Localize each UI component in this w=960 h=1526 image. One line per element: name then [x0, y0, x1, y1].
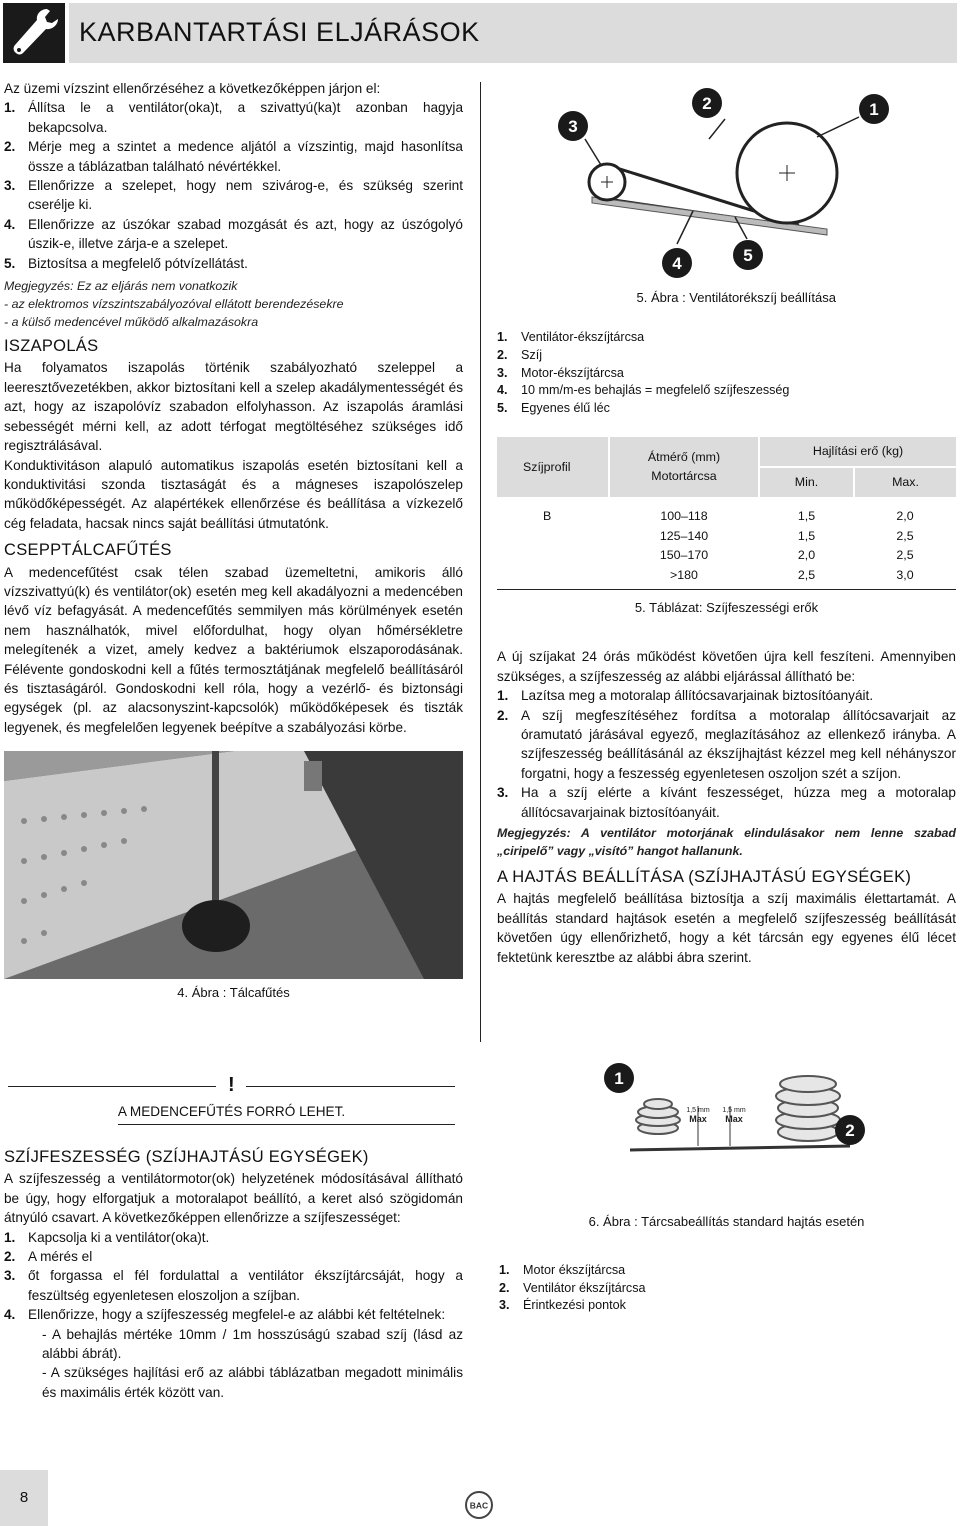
fig4-caption: 4. Ábra : Tálcafűtés: [177, 985, 290, 1001]
left-column: [4, 79, 463, 1003]
drive-adjust-heading: A HAJTÁS BEÁLLÍTÁSA (SZÍJHAJTÁSÚ EGYSÉGEK): [497, 868, 912, 887]
title-bar: [69, 3, 957, 63]
basin-heater-photo: [4, 751, 463, 979]
list-item: 1. Lazítsa meg a motoralap állítócsavarjainak biztosítóanyáit.: [497, 688, 874, 704]
belt-tension-section: [4, 1142, 463, 1402]
fig5-legend: [497, 329, 956, 417]
belt-tension-heading: SZÍJFESZESSÉG (SZÍJHAJTÁSÚ EGYSÉGEK): [4, 1148, 369, 1166]
list-item: 3. Érintkezési pontok: [499, 1298, 626, 1313]
table-row: B 100–118 1,5 2,0: [543, 509, 914, 524]
warning-text: A MEDENCEFŰTÉS FORRÓ LEHET.: [117, 1104, 346, 1119]
fig5-label-4: 4: [672, 254, 682, 273]
warning-rule-left: [8, 1086, 216, 1087]
new-belts-paragraph: A új szíjakat 24 órás működést követően újra kell feszíteni. Amennyiben szükséges, a szíjfeszesség az alábbi eljárással állítható be:: [497, 649, 956, 684]
drive-adjust-paragraph: A hajtás megfelelő beállítása biztosítja a szíj maximális élettartamát. A beállítás standard hajtások esetén a megfelelő szíjfeszesség beállítását követően úgy ellenőrizhető, hogy a két tárcsán egy egyenes élű lécet fektetünk keresztbe az alábbi ábra szerint.: [497, 891, 956, 965]
blowdown-paragraph-1: Ha folyamatos iszapolás történik szabályozható szeleppel a leeresztővezetékben, akkor biztosítani kell a szelep akadálymentességét és azt, hogy az iszapolóvíz szabadon elfolyhasson. Az iszapolás áramlási sebességét mérni kell, az adott térfogat megtöltéséhez szükséges idő regisztrálásával.: [4, 360, 463, 454]
header-profile: Szíjprofil: [497, 437, 609, 497]
header-min: Min.: [759, 467, 854, 497]
column-divider: [480, 82, 481, 1042]
belt-tension-steps: [4, 1228, 463, 1325]
page-title: KARBANTARTÁSI ELJÁRÁSOK: [79, 17, 480, 48]
fig5-belt-diagram: [497, 79, 956, 284]
list-item: 2. Szíj: [497, 348, 542, 362]
list-item: 1. Motor ékszíjtárcsa: [499, 1263, 626, 1277]
table-row: 125–140 1,5 2,5: [659, 528, 914, 543]
fig5-caption: 5. Ábra : Ventilátorékszíj beállítása: [636, 290, 836, 305]
new-belts-note: Megjegyzés: A ventilátor motorjának elindulásakor nem lenne szabad „ciripelő” vagy „visító” hangot hallanunk.: [497, 826, 956, 859]
list-item: 3. Ha a szíj elérte a kívánt feszességet, húzza meg a motoralap állítócsavarjainak biztosítóanyáit.: [497, 785, 956, 820]
list-item: 3. Motor-ékszíjtárcsa: [497, 365, 624, 380]
fig5-label-3: 3: [568, 117, 578, 136]
bac-logo: [464, 1490, 494, 1520]
fig5-label-1: 1: [869, 100, 879, 119]
header-diameter: Átmérő (mm) Motortárcsa: [609, 437, 759, 497]
water-level-note: Megjegyzés: Ez az eljárás nem vonatkozik - az elektromos vízszintszabályozóval ellátott berendezésekre - a külső medencével működő alkalmazásokra: [4, 279, 344, 330]
fig6-max1-word: Max: [689, 1114, 707, 1124]
svg-text:BAC: BAC: [469, 1500, 489, 1511]
list-item: 4. Ellenőrizze az úszókar szabad mozgását és azt, hogy az úszógolyó úszik-e, illetve zárja-e a szelepet.: [4, 216, 463, 252]
list-item: 2. A mérés el: [4, 1249, 93, 1265]
list-item: 4. Ellenőrizze, hogy a szíjfeszesség megfelel-e az alábbi két feltételnek:: [4, 1307, 446, 1323]
list-item: 1. Állítsa le a ventilátor(oka)t, a szivattyú(ka)t azonban hagyja bekapcsolva.: [4, 100, 463, 135]
warning-rule-right: [246, 1086, 455, 1087]
belt-force-table: [497, 437, 956, 590]
fig6-caption: 6. Ábra : Tárcsabeállítás standard hajtás esetén: [588, 1214, 865, 1229]
table-row: 150–170 2,0 2,5: [659, 548, 914, 563]
belt-tension-conditions: - A behajlás mértéke 10mm / 1m hosszúságú szabad szíj (lásd az alábbi ábrát). - A szükséges hajlítási erő az alábbi táblázatban megadott minimális és maximális érték között van.: [42, 1326, 463, 1400]
fig5-label-2: 2: [702, 94, 712, 113]
blowdown-heading: ISZAPOLÁS: [4, 337, 99, 356]
heater-heading: CSEPPTÁLCAFŰTÉS: [4, 541, 172, 560]
header-force: Hajlítási erő (kg): [759, 437, 956, 467]
water-level-intro: Az üzemi vízszint ellenőrzéséhez a következőképpen járjon el:: [4, 81, 381, 96]
water-level-steps: [4, 98, 463, 273]
fig6-max1-value: 1,5 mm: [686, 1107, 710, 1114]
right-column: [497, 79, 956, 967]
list-item: 1. Kapcsolja ki a ventilátor(oka)t.: [4, 1229, 210, 1245]
list-item: 5. Biztosítsa a megfelelő pótvízellátást.: [4, 255, 248, 271]
fig6-max2-value: 1,5 mm: [722, 1107, 746, 1114]
list-item: 2. Mérje meg a szintet a medence aljától a vízszintig, majd hasonlítsa össze a táblázatban található névértékkel.: [4, 139, 463, 174]
header-max: Max.: [892, 475, 919, 490]
fig5-label-5: 5: [743, 246, 753, 265]
belt-tension-intro: A szíjfeszesség a ventilátormotor(ok) helyzetének módosításával állítható be úgy, hogy elforgatjuk a motoralapot beállító, a keret alsó szögidomán átnyúló csavart. A következőképpen ellenőrizze a szíjfeszességet:: [4, 1171, 463, 1226]
table-header-row: [497, 437, 956, 467]
fig6-legend: [499, 1262, 899, 1315]
list-item: 3. Ellenőrizze a szelepet, hogy nem szivárog-e, és szükség szerint cserélje ki.: [4, 178, 463, 213]
table-row: >180 2,5 3,0: [497, 566, 956, 590]
fig6-label-1: 1: [614, 1069, 624, 1088]
warning-icon: !: [228, 1074, 235, 1096]
blowdown-paragraph-2: Konduktivitáson alapuló automatikus iszapolás esetén biztosítani kell a konduktivitási szonda tisztaságát és a mágneses iszapolószelep működőképességét. Az alapértékek ellenőrzése és beállítása a vízkezelő cég feladata, hacsak nincs saját beállítási útmutatónk.: [4, 457, 463, 531]
new-belts-steps: [497, 686, 956, 822]
fig6-sheave-diagram: [600, 1058, 880, 1178]
page-header: [3, 3, 957, 63]
list-item: 5. Egyenes élű léc: [497, 400, 610, 415]
list-item: 3. őt forgassa el fél fordulattal a ventilátor ékszíjtárcsáját, hogy a feszültség egyenletesen eloszoljon a szíjban.: [4, 1268, 463, 1303]
list-item: 2. A szíj megfeszítéséhez fordítsa a motoralap állítócsavarjait az óramutató járásával egyező, meglazításához az ellenkező irányba. A szíjfeszesség beállításánál az ékszíjhajtást kézzel meg kell néhányszor forgatni, hogy a feszesség egyenletesen oszoljon szét a szíjon.: [497, 707, 956, 781]
fig6-label-2: 2: [845, 1121, 855, 1140]
page-number: 8: [0, 1470, 48, 1526]
list-item: 2. Ventilátor ékszíjtárcsa: [499, 1280, 646, 1295]
heater-paragraph: A medencefűtést csak télen szabad üzemeltetni, amikoris álló vízszivattyú(k) és ventilátor(ok) esetén meg kell akadályozni a medencében lévő víz befagyását. A medencefűtés semmilyen más körülmények esetén nem használhatók, mivel előfordulhat, hogy olyan hőmérsékletre melegítenék a vizet, amely kedvez a baktériumok elszaporodásának. Félévente gondoskodni kell a fűtés termosztátjának megfelelő beállításáról és tisztaságáról. Gondoskodni kell róla, hogy a vezérlő- és biztonsági egységek (pl. az alacsonyszint-kapcsolók) működőképesek és tiszták legyenek, és megfelelően legyenek beépítve a szabályozási körbe.: [4, 564, 463, 735]
wrench-hand-icon: [3, 3, 65, 63]
warning-rule-bottom: [118, 1124, 455, 1125]
list-item: 4. 10 mm/m-es behajlás = megfelelő szíjfeszesség: [497, 383, 790, 398]
list-item: 1. Ventilátor-ékszíjtárcsa: [497, 330, 645, 345]
fig6-max2-word: Max: [725, 1114, 743, 1124]
table5-caption: 5. Táblázat: Szíjfeszességi erők: [634, 600, 819, 615]
